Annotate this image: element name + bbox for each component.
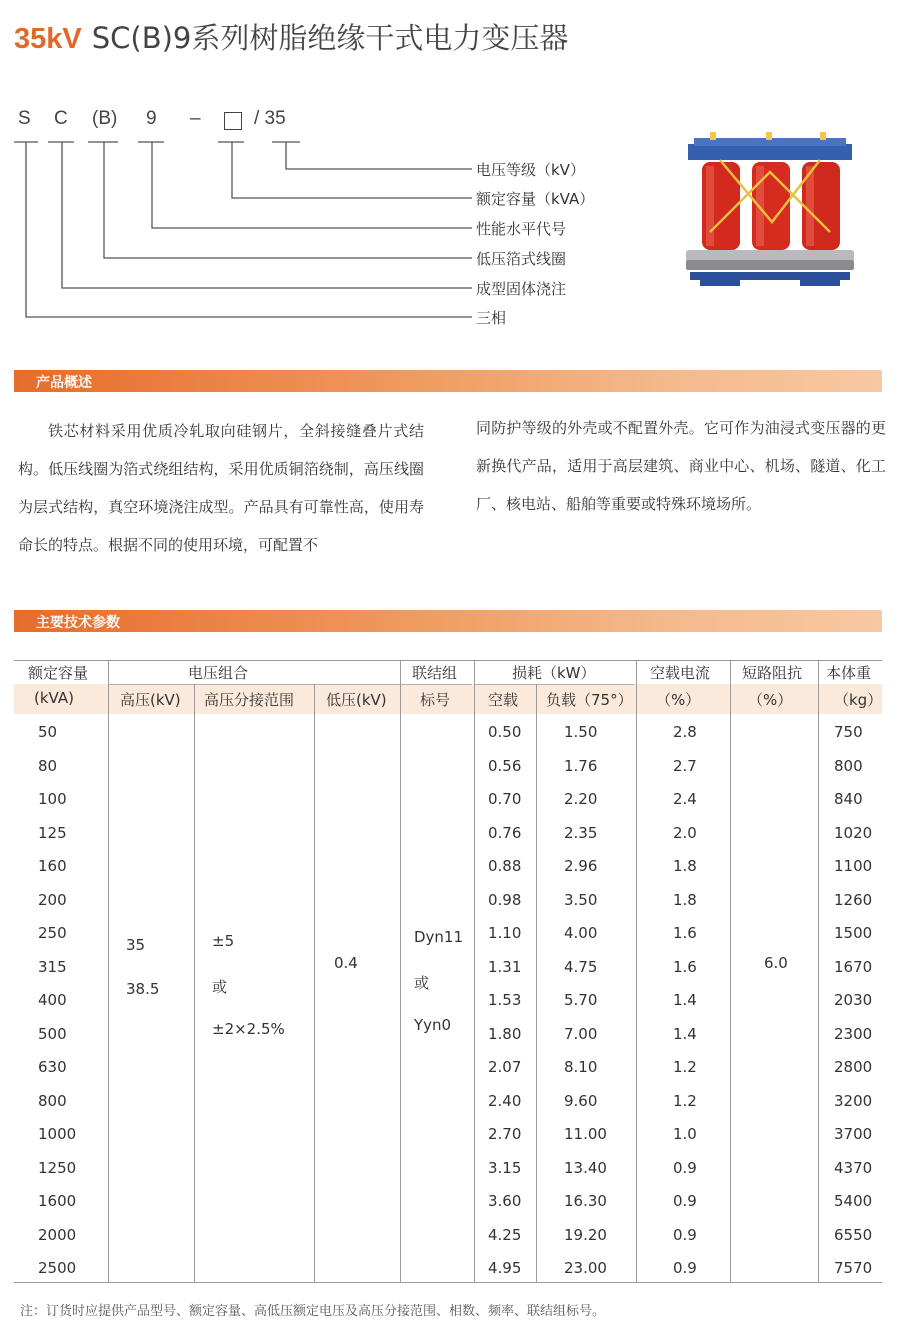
- cell-rated-capacity: 2000: [38, 1226, 77, 1244]
- cell-rated-capacity: 1250: [38, 1159, 77, 1177]
- cell-load-loss: 1.76: [564, 757, 598, 775]
- cell-no-load-loss: 1.53: [488, 991, 522, 1009]
- cell-load-loss: 11.00: [564, 1125, 607, 1143]
- model-code-connector-lines: [0, 0, 480, 330]
- title-text: SC(B)9系列树脂绝缘干式电力变压器: [91, 21, 569, 55]
- cell-rated-capacity: 500: [38, 1025, 67, 1043]
- legend-rated-capacity: 额定容量（kVA）: [476, 190, 595, 208]
- hdr-no-load: 空载: [488, 691, 519, 709]
- cell-no-load-loss: 1.10: [488, 924, 522, 942]
- col-divider: [730, 660, 731, 1282]
- cell-no-load-loss: 0.70: [488, 790, 522, 808]
- cell-no-load-loss: 0.88: [488, 857, 522, 875]
- code-char-9: 9: [146, 108, 157, 129]
- cell-no-load-current: 1.4: [673, 991, 697, 1009]
- overview-column-2: 同防护等级的外壳或不配置外壳。它可作为油浸式变压器的更新换代产品，适用于高层建筑、商业中心、机场、隧道、化工厂、核电站、船舶等重要或特殊环境场所。: [476, 419, 886, 513]
- code-char-s: S: [18, 108, 31, 129]
- cell-no-load-loss: 2.70: [488, 1125, 522, 1143]
- col-divider: [818, 660, 819, 1282]
- cell-no-load-loss: 2.40: [488, 1092, 522, 1110]
- cell-rated-capacity: 800: [38, 1092, 67, 1110]
- cell-no-load-loss: 4.95: [488, 1259, 522, 1277]
- tap-value-2: ±2×2.5%: [212, 1020, 285, 1038]
- cell-no-load-current: 0.9: [673, 1192, 697, 1210]
- col-divider: [536, 684, 537, 1282]
- cell-rated-capacity: 315: [38, 958, 67, 976]
- loss-group-rule: [474, 684, 634, 685]
- cell-weight: 6550: [834, 1226, 873, 1244]
- hdr-impedance: 短路阻抗: [742, 664, 803, 682]
- cell-no-load-loss: 1.80: [488, 1025, 522, 1043]
- cell-no-load-loss: 0.56: [488, 757, 522, 775]
- voltage-group-rule: [108, 684, 472, 685]
- code-char-35: / 35: [254, 108, 286, 129]
- conn-value-2: Yyn0: [414, 1016, 452, 1034]
- col-divider: [474, 660, 475, 1282]
- col-divider: [400, 660, 401, 1282]
- cell-rated-capacity: 2500: [38, 1259, 77, 1277]
- table-bottom-border: [14, 1282, 882, 1283]
- lv-value: 0.4: [334, 954, 358, 972]
- tap-or: 或: [212, 978, 228, 996]
- cell-load-loss: 8.10: [564, 1058, 598, 1076]
- cell-weight: 2030: [834, 991, 873, 1009]
- hv-value-2: 38.5: [126, 980, 160, 998]
- cell-rated-capacity: 1600: [38, 1192, 77, 1210]
- cell-load-loss: 16.30: [564, 1192, 607, 1210]
- hdr-connection-2: 标号: [420, 691, 451, 709]
- cell-no-load-current: 0.9: [673, 1226, 697, 1244]
- cell-load-loss: 2.96: [564, 857, 598, 875]
- cell-no-load-current: 1.0: [673, 1125, 697, 1143]
- cell-no-load-loss: 3.60: [488, 1192, 522, 1210]
- hdr-loss: 损耗（kW）: [512, 664, 596, 682]
- overview-column-1: 铁芯材料采用优质冷轧取向硅钢片，全斜接缝叠片式结构。低压线圈为箔式绕组结构，采用优质铜箔绕制，高压线圈为层式结构，真空环境浇注成型。产品具有可靠性高，使用寿命长的特点。根据不同的使用环境，可配置不: [18, 422, 424, 554]
- cell-weight: 5400: [834, 1192, 873, 1210]
- cell-weight: 7570: [834, 1259, 873, 1277]
- cell-no-load-current: 0.9: [673, 1159, 697, 1177]
- cell-rated-capacity: 50: [38, 723, 58, 741]
- conn-value-1: Dyn11: [414, 928, 464, 946]
- cell-load-loss: 13.40: [564, 1159, 607, 1177]
- legend-voltage-class: 电压等级（kV）: [476, 161, 585, 179]
- cell-weight: 1020: [834, 824, 873, 842]
- cell-no-load-loss: 3.15: [488, 1159, 522, 1177]
- cell-weight: 1670: [834, 958, 873, 976]
- cell-load-loss: 19.20: [564, 1226, 607, 1244]
- hdr-weight: 本体重: [826, 664, 872, 682]
- overview-heading: 产品概述: [36, 375, 92, 391]
- hdr-rated-capacity: 额定容量: [28, 664, 89, 682]
- cell-no-load-loss: 4.25: [488, 1226, 522, 1244]
- legend-cast-solid: 成型固体浇注: [476, 280, 567, 298]
- cell-no-load-current: 1.4: [673, 1025, 697, 1043]
- cell-rated-capacity: 125: [38, 824, 67, 842]
- cell-weight: 1500: [834, 924, 873, 942]
- cell-no-load-current: 2.7: [673, 757, 697, 775]
- col-divider: [636, 660, 637, 1282]
- hdr-nl-current-unit: （%）: [656, 691, 701, 709]
- cell-load-loss: 7.00: [564, 1025, 598, 1043]
- hdr-no-load-current: 空载电流: [650, 664, 711, 682]
- cell-no-load-loss: 1.31: [488, 958, 522, 976]
- tap-value-1: ±5: [212, 932, 235, 950]
- transformer-photo: [680, 132, 860, 292]
- cell-no-load-current: 2.0: [673, 824, 697, 842]
- cell-no-load-current: 1.2: [673, 1092, 697, 1110]
- cell-no-load-current: 1.2: [673, 1058, 697, 1076]
- cell-rated-capacity: 200: [38, 891, 67, 909]
- specs-section-bar: [14, 610, 882, 632]
- cell-load-loss: 2.35: [564, 824, 598, 842]
- hdr-hv-tap: 高压分接范围: [204, 691, 295, 709]
- hv-value-1: 35: [126, 936, 146, 954]
- cell-load-loss: 9.60: [564, 1092, 598, 1110]
- cell-no-load-loss: 0.76: [488, 824, 522, 842]
- cell-weight: 800: [834, 757, 863, 775]
- cell-no-load-current: 1.8: [673, 857, 697, 875]
- cell-rated-capacity: 630: [38, 1058, 67, 1076]
- cell-weight: 2800: [834, 1058, 873, 1076]
- overview-section-bar: [14, 370, 882, 392]
- cell-rated-capacity: 1000: [38, 1125, 77, 1143]
- cell-load-loss: 4.00: [564, 924, 598, 942]
- col-divider: [194, 684, 195, 1282]
- cell-no-load-current: 0.9: [673, 1259, 697, 1277]
- cell-no-load-current: 2.8: [673, 723, 697, 741]
- cell-weight: 2300: [834, 1025, 873, 1043]
- cell-weight: 1260: [834, 891, 873, 909]
- cell-weight: 3200: [834, 1092, 873, 1110]
- cell-load-loss: 4.75: [564, 958, 598, 976]
- cell-load-loss: 1.50: [564, 723, 598, 741]
- hdr-impedance-unit: （%）: [748, 691, 793, 709]
- cell-no-load-loss: 0.98: [488, 891, 522, 909]
- cell-load-loss: 23.00: [564, 1259, 607, 1277]
- cell-no-load-current: 2.4: [673, 790, 697, 808]
- legend-three-phase: 三相: [476, 309, 507, 327]
- conn-or: 或: [414, 974, 430, 992]
- cell-no-load-current: 1.8: [673, 891, 697, 909]
- cell-rated-capacity: 100: [38, 790, 67, 808]
- cell-no-load-loss: 2.07: [488, 1058, 522, 1076]
- table-top-border: [14, 660, 882, 661]
- cell-weight: 3700: [834, 1125, 873, 1143]
- voltage-tag: 35kV: [14, 23, 82, 55]
- cell-weight: 750: [834, 723, 863, 741]
- hdr-load: 负载（75°）: [546, 691, 633, 709]
- hdr-weight-unit: （kg）: [834, 691, 883, 709]
- legend-performance-code: 性能水平代号: [476, 220, 567, 238]
- order-note: 注：订货时应提供产品型号、额定容量、高低压额定电压及高压分接范围、相数、频率、联结组标号。: [20, 1304, 606, 1319]
- specs-heading: 主要技术参数: [36, 615, 120, 631]
- cell-load-loss: 5.70: [564, 991, 598, 1009]
- cell-rated-capacity: 400: [38, 991, 67, 1009]
- hdr-voltage-combo: 电压组合: [188, 664, 249, 682]
- code-char-b: (B): [92, 108, 118, 129]
- code-char-c: C: [54, 108, 68, 129]
- col-divider: [108, 660, 109, 1282]
- cell-weight: 840: [834, 790, 863, 808]
- hdr-lv: 低压(kV): [326, 691, 387, 709]
- legend-foil-winding: 低压箔式线圈: [476, 250, 567, 268]
- cell-no-load-current: 1.6: [673, 924, 697, 942]
- cell-load-loss: 3.50: [564, 891, 598, 909]
- cell-no-load-current: 1.6: [673, 958, 697, 976]
- impedance-value: 6.0: [764, 954, 788, 972]
- cell-rated-capacity: 250: [38, 924, 67, 942]
- col-divider: [314, 684, 315, 1282]
- cell-rated-capacity: 80: [38, 757, 58, 775]
- hdr-rated-unit: (kVA): [34, 689, 74, 707]
- code-char-dash: –: [190, 108, 201, 129]
- hdr-hv: 高压(kV): [120, 691, 181, 709]
- cell-weight: 1100: [834, 857, 873, 875]
- cell-no-load-loss: 0.50: [488, 723, 522, 741]
- cell-rated-capacity: 160: [38, 857, 67, 875]
- cell-weight: 4370: [834, 1159, 873, 1177]
- cell-load-loss: 2.20: [564, 790, 598, 808]
- hdr-connection-1: 联结组: [412, 664, 458, 682]
